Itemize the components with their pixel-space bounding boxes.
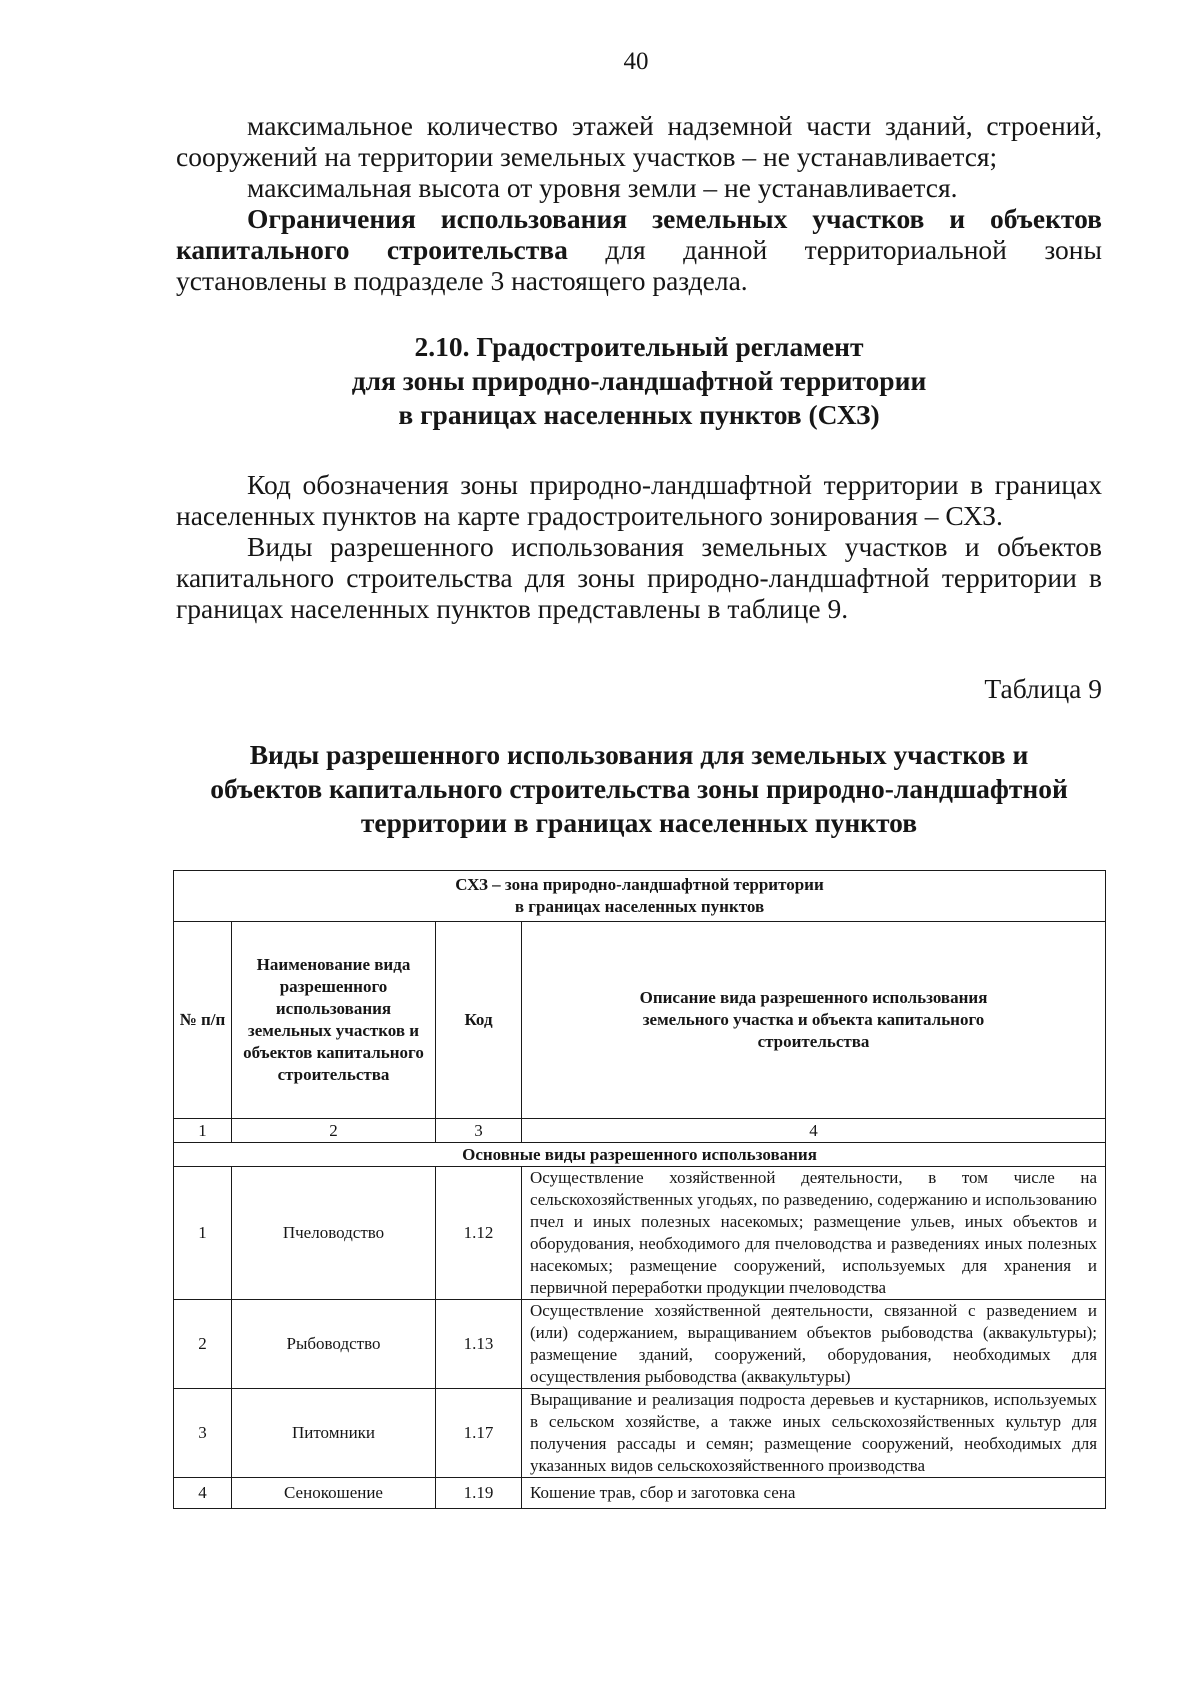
row-description: Выращивание и реализация подроста деревьев и кустарников, используемых в сельском хозяйстве, а также иных сельскохозяйственных культур для получения рассады и семян; размещение сооружений, необходимых для указанных видов сельскохозяйственного производства (522, 1389, 1106, 1478)
row-code: 1.12 (436, 1167, 522, 1300)
table-row (174, 1167, 1106, 1300)
row-number: 3 (174, 1389, 232, 1478)
section-title-row (174, 1143, 1106, 1167)
section-heading-line-2: для зоны природно-ландшафтной территории (351, 365, 927, 396)
zone-header-row (174, 871, 1106, 922)
header-use-name: Наименование вида разрешенного использования земельных участков и объектов капитального строительства (232, 922, 436, 1119)
row-code: 1.17 (436, 1389, 522, 1478)
table-title-line-3: территории в границах населенных пунктов (360, 807, 918, 838)
row-description: Осуществление хозяйственной деятельности, связанной с разведением и (или) содержанием, выращиванием объектов рыбоводства (аквакультуры); размещение зданий, сооружений, оборудования, необходимых для осуществления рыбоводства (аквакультуры) (522, 1300, 1106, 1389)
row-use-name: Сенокошение (232, 1478, 436, 1509)
table-row (174, 1478, 1106, 1509)
restrictions-text: для данной территориальной зоны установлены в подразделе 3 настоящего раздела. (176, 234, 1102, 296)
intro-block (176, 110, 1102, 296)
column-number-3: 3 (436, 1119, 522, 1143)
intro-floors-text: максимальное количество этажей надземной части зданий, строений, сооружений на территории земельных участков – не устанавливается; (176, 110, 1102, 172)
row-use-name: Питомники (232, 1389, 436, 1478)
column-number-4: 4 (522, 1119, 1106, 1143)
row-number: 2 (174, 1300, 232, 1389)
header-code: Код (436, 922, 522, 1119)
column-number-2: 2 (232, 1119, 436, 1143)
row-number: 1 (174, 1167, 232, 1300)
restrictions-paragraph (176, 203, 1102, 296)
row-use-name: Пчеловодство (232, 1167, 436, 1300)
row-description: Осуществление хозяйственной деятельности, в том числе на сельскохозяйственных угодьях, по разведению, содержанию и использованию пчел и иных полезных насекомых; размещение ульев, иных объектов и оборудования, необходимого для пчеловодства и разведениях иных полезных насекомых; размещение сооружений, используемых для хранения и первичной переработки продукции пчеловодства (522, 1167, 1106, 1300)
permitted-uses-paragraph: Виды разрешенного использования земельных участков и объектов капитального строительства для зоны природно-ландшафтной территории в границах населенных пунктов представлены в таблице 9. (176, 531, 1102, 624)
zone-header-cell (174, 871, 1106, 922)
row-number: 4 (174, 1478, 232, 1509)
intro-height-text: максимальная высота от уровня земли – не устанавливается. (247, 172, 958, 203)
row-code: 1.19 (436, 1478, 522, 1509)
zone-header-line-2: в границах населенных пунктов (514, 897, 765, 916)
zone-code-paragraph: Код обозначения зоны природно-ландшафтной территории в границах населенных пунктов на карте градостроительного зонирования – СХЗ. (176, 469, 1102, 531)
row-use-name: Рыбоводство (232, 1300, 436, 1389)
section-title-cell: Основные виды разрешенного использования (174, 1143, 1106, 1167)
page-number: 40 (623, 48, 649, 75)
zone-header-line-1: СХЗ – зона природно-ландшафтной территории (455, 875, 824, 894)
row-code: 1.13 (436, 1300, 522, 1389)
column-number-row (174, 1119, 1106, 1143)
header-description: Описание вида разрешенного использования земельного участка и объекта капитального строительства (522, 922, 1106, 1119)
table-row (174, 1300, 1106, 1389)
restrictions-bold-text: Ограничения использования земельных участков и объектов капитального строительства (176, 203, 1102, 265)
table-title-line-2: объектов капитального строительства зоны природно-ландшафтной (210, 773, 1068, 804)
table-title (176, 738, 1102, 840)
body-block (176, 469, 1102, 624)
section-heading-line-1: 2.10. Градостроительный регламент (414, 331, 864, 362)
row-description: Кошение трав, сбор и заготовка сена (522, 1478, 1106, 1509)
table-title-line-1: Виды разрешенного использования для земельных участков и (249, 739, 1029, 770)
column-number-1: 1 (174, 1119, 232, 1143)
section-heading-line-3: в границах населенных пунктов (СХЗ) (398, 399, 880, 430)
column-header-row (174, 922, 1106, 1119)
permitted-uses-table (173, 870, 1106, 1509)
section-heading (176, 330, 1102, 432)
table-label: Таблица 9 (984, 673, 1102, 704)
header-number: № п/п (174, 922, 232, 1119)
table-row (174, 1389, 1106, 1478)
